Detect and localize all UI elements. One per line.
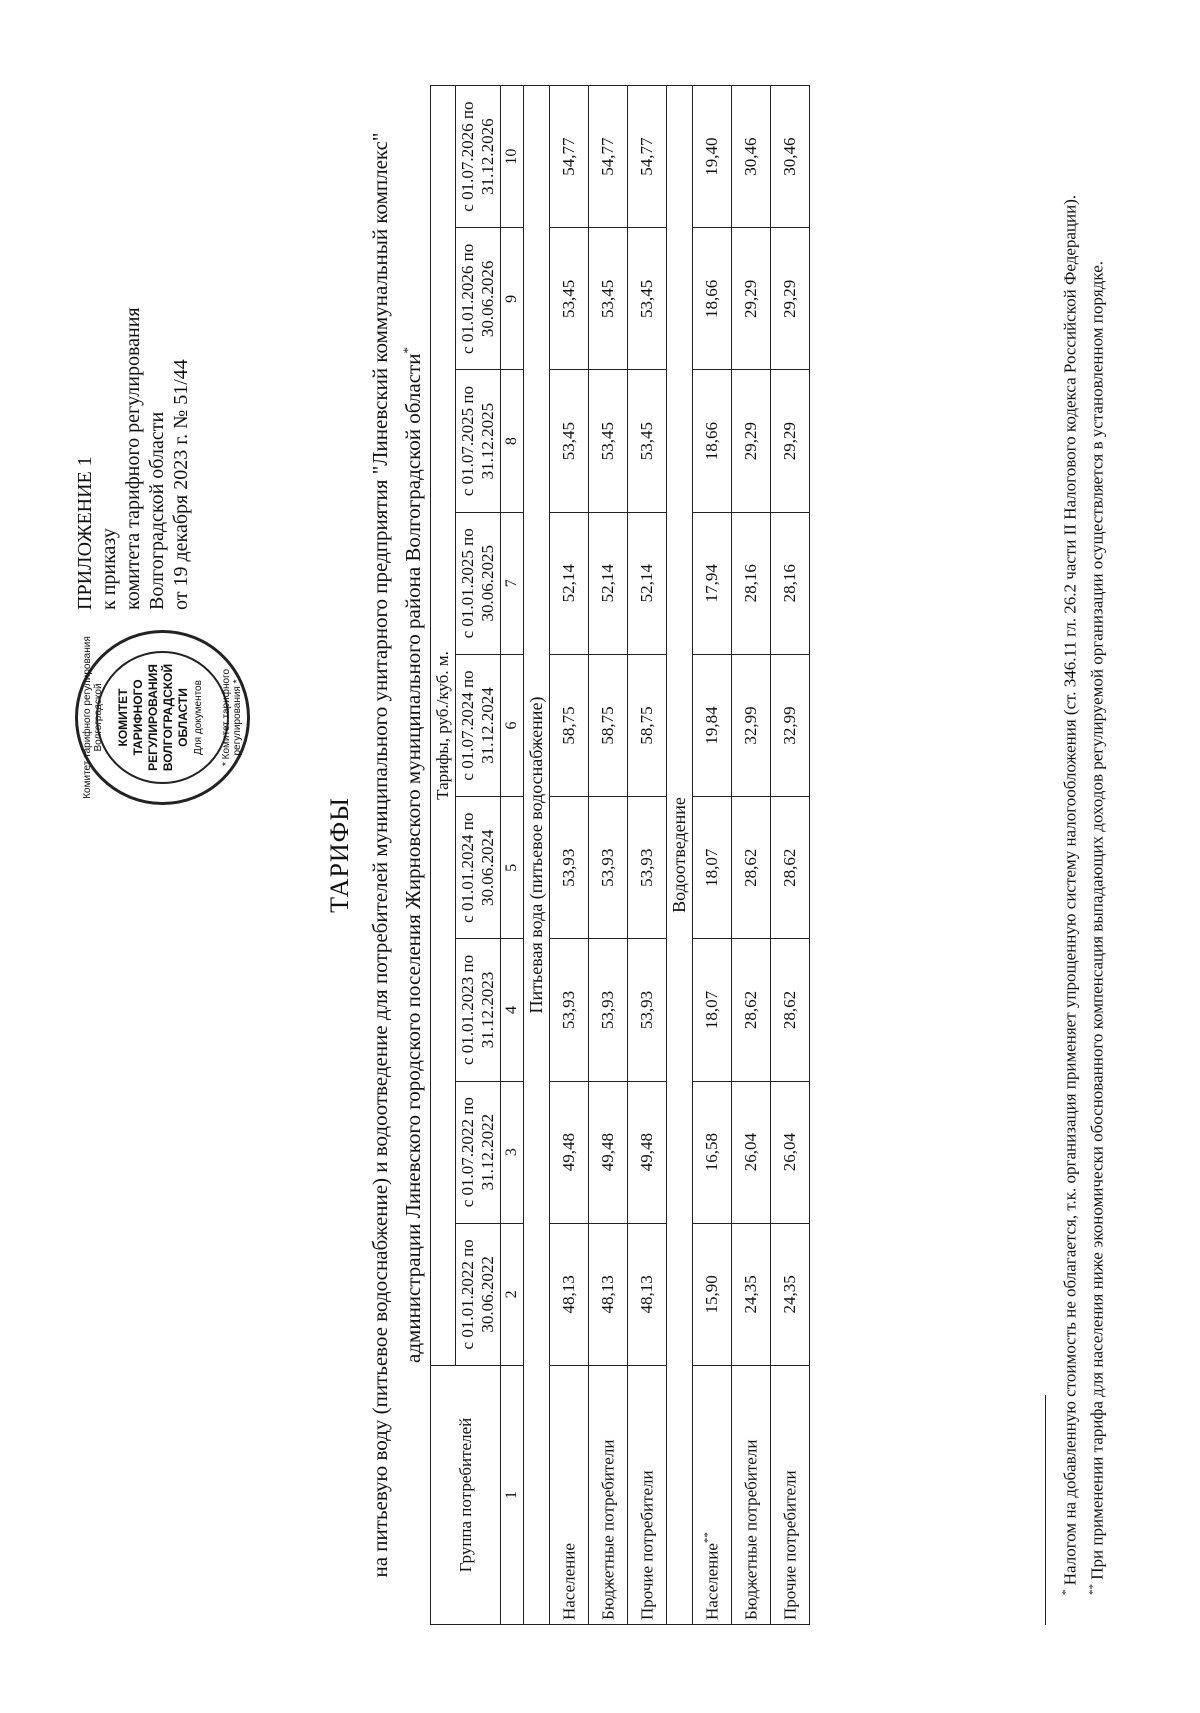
consumer-group-cell: [732, 1366, 771, 1625]
period-header: с 01.01.2025 по 30.06.2025: [456, 512, 501, 654]
tariff-value-cell: 53,93: [589, 797, 628, 939]
tariff-value-cell: 32,99: [732, 654, 771, 796]
tariff-value-cell: 54,77: [628, 86, 667, 228]
subtitle-text: на питьевую воду (питьевое водоснабжение) и водоотведение для потребителей муниципального унитарного предприятия "Линевский коммунальный комплекс" администрации Линевского городского поселения Жирновского муниципального района Волгоградской области: [368, 132, 425, 1578]
tariff-value-cell: 32,99: [771, 654, 810, 796]
tariff-value-cell: 16,58: [693, 1081, 732, 1223]
tariff-value-cell: 28,62: [732, 939, 771, 1081]
section-title: Питьевая вода (питьевое водоснабжение): [524, 86, 550, 1625]
tariff-value-cell: 26,04: [771, 1081, 810, 1223]
column-number: 10: [501, 86, 524, 228]
tariff-value-cell: 28,16: [732, 512, 771, 654]
period-header: с 01.07.2025 по 31.12.2025: [456, 370, 501, 512]
column-number: 8: [501, 370, 524, 512]
tariff-value-cell: 17,94: [693, 512, 732, 654]
tariff-value-cell: 28,16: [771, 512, 810, 654]
consumer-group-label: Прочие потребители: [637, 1470, 657, 1620]
consumer-group-cell: [771, 1366, 810, 1625]
consumer-group-label: Прочие потребители: [780, 1470, 800, 1620]
tariff-column-header: Тарифы, руб./куб. м.: [431, 86, 456, 1366]
consumer-group-label: Население: [702, 1543, 722, 1620]
tariff-value-cell: 53,93: [550, 939, 589, 1081]
tariff-value-cell: 53,93: [628, 939, 667, 1081]
consumer-group-cell: [589, 1366, 628, 1625]
column-number: 9: [501, 228, 524, 370]
tariff-value-cell: 18,07: [693, 797, 732, 939]
footnotes: [1055, 85, 1108, 1625]
table-row: [589, 86, 628, 1625]
official-seal: [75, 630, 250, 805]
tariff-value-cell: 53,45: [589, 370, 628, 512]
tariff-value-cell: 19,40: [693, 86, 732, 228]
tariff-value-cell: 26,04: [732, 1081, 771, 1223]
tariff-value-cell: 53,45: [550, 370, 589, 512]
tariff-value-cell: 24,35: [771, 1223, 810, 1365]
column-number: 3: [501, 1081, 524, 1223]
table-row: [693, 86, 732, 1625]
tariff-value-cell: 48,13: [628, 1223, 667, 1365]
table-row: [771, 86, 810, 1625]
tariff-value-cell: 49,48: [550, 1081, 589, 1223]
tariff-value-cell: 18,66: [693, 370, 732, 512]
section-row: [524, 86, 550, 1625]
seal-line-3: РЕГУЛИРОВАНИЯ: [146, 664, 160, 771]
tariff-value-cell: 18,66: [693, 228, 732, 370]
seal-ring-text-top: Комитет тарифного регулирования Волгоградской: [82, 636, 104, 799]
tariff-value-cell: 29,29: [732, 370, 771, 512]
seal-ring-text-bottom: * Комитет тарифного регулирования *: [221, 668, 243, 767]
period-header: с 01.07.2024 по 31.12.2024: [456, 654, 501, 796]
consumer-group-label: Бюджетные потребители: [741, 1439, 761, 1620]
tariff-value-cell: 58,75: [550, 654, 589, 796]
tariff-value-cell: 15,90: [693, 1223, 732, 1365]
tariff-value-cell: 53,45: [589, 228, 628, 370]
column-number: 5: [501, 797, 524, 939]
period-header: с 01.01.2024 по 30.06.2024: [456, 797, 501, 939]
table-row: [628, 86, 667, 1625]
section-row: [667, 86, 693, 1625]
tariff-value-cell: 52,14: [589, 512, 628, 654]
period-header: с 01.01.2026 по 30.06.2026: [456, 228, 501, 370]
tariff-value-cell: 54,77: [589, 86, 628, 228]
approval-line-5: от 19 декабря 2023 г. № 51/44: [170, 359, 192, 610]
tariff-value-cell: 29,29: [732, 228, 771, 370]
tariff-value-cell: 53,45: [628, 228, 667, 370]
tariff-value-cell: 54,77: [550, 86, 589, 228]
seal-line-6: Для документов: [193, 680, 204, 755]
tariff-value-cell: 58,75: [628, 654, 667, 796]
footnote-2-text: При применении тарифа для населения ниже экономически обоснованного компенсация выпадающих доходов регулируемой организации осуществляется в установленном порядке.: [1087, 261, 1107, 1580]
table-column-numbers-row: [501, 86, 524, 1625]
column-number: 6: [501, 654, 524, 796]
approval-line-1: ПРИЛОЖЕНИЕ 1: [74, 456, 96, 610]
tariff-value-cell: 19,84: [693, 654, 732, 796]
seal-line-1: КОМИТЕТ: [116, 688, 130, 747]
footnote-1-text: Налогом на добавленную стоимость не облагается, т.к. организация применяет упрощенную систему налогообложения (ст. 346.11 гл. 26.2 части II Налогового кодекса Российской Федерации).: [1060, 194, 1080, 1586]
approval-line-4: Волгоградской области: [146, 411, 168, 610]
footnote-divider: [1045, 1395, 1046, 1625]
consumer-group-cell: [628, 1366, 667, 1625]
tariff-value-cell: 29,29: [771, 228, 810, 370]
column-number: 4: [501, 939, 524, 1081]
document-title: ТАРИФЫ: [325, 797, 354, 913]
tariff-value-cell: 53,93: [628, 797, 667, 939]
tariff-value-cell: 53,93: [550, 797, 589, 939]
tariff-value-cell: 30,46: [771, 86, 810, 228]
footnote-1-mark: *: [1060, 1589, 1072, 1595]
tariff-value-cell: 53,45: [550, 228, 589, 370]
seal-line-5: ОБЛАСТИ: [176, 688, 190, 747]
tariff-value-cell: 53,93: [589, 939, 628, 1081]
footnote-2: [1082, 85, 1109, 1625]
tariff-table: [430, 85, 810, 1625]
tariff-value-cell: 18,07: [693, 939, 732, 1081]
seal-line-2: ТАРИФНОГО: [131, 679, 145, 756]
footnote-2-mark: **: [1086, 1584, 1099, 1595]
document-subtitle: [367, 85, 427, 1625]
table-row: [550, 86, 589, 1625]
table-row: [732, 86, 771, 1625]
consumer-group-cell: [693, 1366, 732, 1625]
section-title: Водоотведение: [667, 86, 693, 1625]
period-header: с 01.01.2022 по 30.06.2022: [456, 1223, 501, 1365]
column-number: 2: [501, 1223, 524, 1365]
period-header: с 01.07.2022 по 31.12.2022: [456, 1081, 501, 1223]
seal-center-text: [116, 633, 206, 802]
tariff-value-cell: 58,75: [589, 654, 628, 796]
consumer-group-footnote-mark: **: [701, 1532, 714, 1544]
document-page: [45, 45, 1155, 1665]
tariff-value-cell: 52,14: [628, 512, 667, 654]
seal-line-4: ВОЛГОГРАДСКОЙ: [161, 663, 175, 772]
tariff-value-cell: 52,14: [550, 512, 589, 654]
period-header: с 01.07.2026 по 31.12.2026: [456, 86, 501, 228]
consumer-group-cell: [550, 1366, 589, 1625]
tariff-value-cell: 28,62: [771, 797, 810, 939]
footnote-1: [1055, 85, 1082, 1625]
table-body: [524, 86, 810, 1625]
table-header-row-1: [431, 86, 456, 1625]
subtitle-footnote-mark: *: [400, 347, 415, 354]
tariff-value-cell: 30,46: [732, 86, 771, 228]
tariff-value-cell: 49,48: [589, 1081, 628, 1223]
tariff-value-cell: 28,62: [732, 797, 771, 939]
tariff-value-cell: 48,13: [589, 1223, 628, 1365]
tariff-value-cell: 48,13: [550, 1223, 589, 1365]
approval-line-3: комитета тарифного регулирования: [122, 307, 144, 610]
tariff-value-cell: 28,62: [771, 939, 810, 1081]
column-number: 1: [501, 1366, 524, 1625]
column-number: 7: [501, 512, 524, 654]
approval-block: [73, 307, 193, 610]
tariff-value-cell: 53,45: [628, 370, 667, 512]
approval-line-2: к приказу: [98, 528, 120, 610]
consumer-group-label: Население: [559, 1543, 579, 1620]
tariff-value-cell: 24,35: [732, 1223, 771, 1365]
period-header: с 01.01.2023 по 31.12.2023: [456, 939, 501, 1081]
consumer-group-label: Бюджетные потребители: [598, 1439, 618, 1620]
tariff-value-cell: 49,48: [628, 1081, 667, 1223]
group-column-header: Группа потребителей: [431, 1366, 501, 1625]
tariff-value-cell: 29,29: [771, 370, 810, 512]
